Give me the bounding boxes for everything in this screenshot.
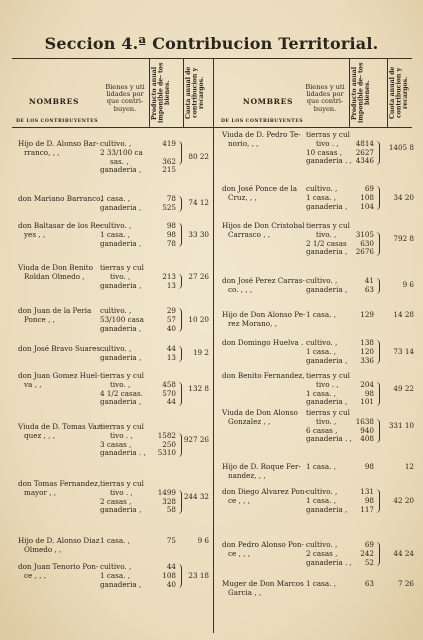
product-value: 1582: [157, 430, 176, 440]
holding-item: ganaderia ,: [306, 247, 348, 257]
holding-item: cultivo. ,: [306, 540, 338, 549]
entry-name-line: don Domingo Huelva .: [222, 338, 304, 347]
holding-item: tivo. ,: [316, 229, 337, 239]
holding-item: 2 casas ,: [306, 548, 338, 558]
product-value: 525: [162, 202, 176, 212]
column-divider: [183, 58, 184, 127]
product-value: 101: [360, 397, 374, 407]
holding-item: 2 casas ,: [100, 496, 132, 506]
entry-name-line: ce , , ,: [228, 495, 250, 505]
product-value: 138: [360, 338, 374, 347]
product-value: 336: [360, 355, 374, 365]
holding-item: tierras y cul: [306, 130, 350, 139]
product-value: 570: [162, 388, 176, 398]
entry-name-line: don José Bravo Suares .: [18, 344, 105, 353]
grouping-brace: [178, 564, 182, 588]
entry-name-line: ce , , ,: [24, 570, 46, 580]
page-title: Seccion 4.ª Contribucion Territorial.: [44, 34, 379, 53]
cuota-value: 792 8: [393, 234, 414, 244]
cuota-value: 34 20: [393, 192, 414, 202]
holding-item: cultivo. ,: [306, 184, 338, 193]
holding-item: cultivo. ,: [306, 338, 338, 347]
entry-name-line: don Baltasar de los Re-: [18, 221, 103, 230]
holding-item: 6 casas ,: [306, 425, 338, 435]
holding-item: tivo . ,: [316, 138, 339, 148]
cuota-value: 80 22: [188, 152, 209, 162]
product-value: 69: [364, 540, 374, 549]
holding-item: 1 casa. ,: [100, 194, 130, 203]
header-bienes-right: Bienes y uti lidades por que contri- buyen.: [305, 83, 345, 113]
entry-name-line: Viuda de Don Benito: [18, 263, 93, 272]
product-value: 78: [166, 194, 176, 203]
holding-item: 1 casa. ,: [306, 462, 336, 471]
product-value: 98: [166, 229, 176, 239]
entry-name-line: nandez, , ,: [228, 470, 266, 480]
header-producto-left: Producto anual imponible de- tos bienes.: [151, 62, 172, 124]
holding-item: ganaderia ,: [306, 397, 348, 407]
holding-item: ganaderia ,: [306, 201, 348, 211]
holding-item: tierras y cul: [100, 371, 144, 380]
cuota-value: 244 32: [183, 492, 209, 502]
entry-name-line: norio, , ,: [228, 138, 259, 148]
holding-item: 4 1/2 casas.: [100, 388, 143, 398]
product-value: 4346: [355, 156, 374, 166]
holding-item: ganaderia . ,: [100, 448, 146, 458]
holding-item: tierras y cul: [100, 479, 144, 488]
header-nombres-right: NOMBRES: [242, 97, 294, 106]
product-value: 40: [166, 579, 176, 589]
product-value: 2627: [355, 147, 374, 157]
grouping-brace: [376, 186, 380, 210]
grouping-brace: [178, 433, 182, 457]
product-value: 98: [364, 462, 374, 471]
grouping-brace: [376, 382, 380, 406]
product-value: 75: [166, 536, 176, 545]
product-value: 328: [162, 496, 176, 506]
grouping-brace: [178, 346, 182, 362]
product-value: 250: [162, 439, 176, 449]
entry-name-line: don Tomas Fernandez,: [18, 479, 101, 488]
holding-item: tivo . ,: [110, 487, 133, 497]
product-value: 108: [162, 570, 176, 580]
product-value: 63: [364, 579, 374, 588]
holding-item: 1 casa. ,: [100, 229, 130, 239]
product-value: 29: [166, 306, 176, 315]
product-value: 362: [162, 156, 176, 166]
product-value: 98: [364, 388, 374, 398]
header-contribuyentes-right: DE LOS CONTRIBUYENTES: [220, 119, 304, 124]
product-value: 40: [166, 323, 176, 333]
entry-name-line: Hijo de D. Roque Fer-: [222, 462, 301, 471]
product-value: 41: [364, 276, 374, 285]
holding-item: cultivo. ,: [306, 276, 338, 285]
product-value: 3105: [355, 229, 374, 239]
cuota-value: 927 26: [183, 435, 209, 445]
product-value: 1638: [355, 416, 374, 426]
column-divider: [149, 58, 150, 127]
entry-name-line: don José Perez Carras-: [222, 276, 305, 285]
grouping-brace: [376, 232, 380, 256]
product-value: 13: [166, 352, 176, 362]
product-value: 69: [364, 184, 374, 193]
holding-item: ganaderia ,: [100, 202, 142, 212]
cuota-value: 74 12: [188, 198, 209, 208]
holding-item: ganaderia ,: [100, 579, 142, 589]
holding-item: tivo . ,: [110, 430, 133, 440]
header-cuota-right: Cuota anual de contribucion y recargos.: [389, 66, 410, 120]
holding-item: cultivo. ,: [100, 344, 132, 353]
grouping-brace: [178, 274, 182, 290]
holding-item: cultivo. ,: [100, 306, 132, 315]
holding-item: 2 33/100 ca: [100, 147, 143, 157]
cuota-value: 9 6: [197, 536, 209, 545]
holding-item: 1 casa. ,: [306, 310, 336, 319]
entry-name-line: co. , , ,: [228, 284, 253, 294]
product-value: 44: [166, 344, 176, 353]
holding-item: tierras y cul: [306, 408, 350, 417]
product-value: 44: [166, 397, 176, 407]
holding-item: ganaderia ,: [100, 238, 142, 248]
product-value: 129: [360, 310, 374, 319]
product-value: 242: [360, 548, 374, 558]
holding-item: cultivo. ,: [306, 487, 338, 496]
holding-item: ganaderia ,: [306, 355, 348, 365]
entry-name-line: quez , , ,: [24, 430, 55, 440]
entry-name-line: don Juan Tenorio Pon-: [18, 562, 99, 571]
product-value: 108: [360, 192, 374, 202]
entry-name-line: Hijos de Don Cristobal: [222, 221, 305, 230]
holding-item: 1 casa. ,: [306, 346, 336, 356]
product-value: 419: [162, 139, 176, 148]
header-top-rule: [12, 58, 412, 59]
grouping-brace: [376, 278, 380, 294]
grouping-brace: [178, 382, 182, 406]
cuota-value: 14 28: [393, 310, 414, 319]
product-value: 52: [364, 557, 374, 567]
cuota-value: 42 20: [393, 495, 414, 505]
entry-name-line: Hijo de D. Alonso Diaz: [18, 536, 100, 545]
holding-item: 10 casas ,: [306, 147, 342, 157]
product-value: 13: [166, 280, 176, 290]
cuota-value: 49 22: [393, 384, 414, 394]
holding-item: ganaderia ,: [100, 352, 142, 362]
product-value: 131: [360, 487, 374, 496]
holding-item: 53/100 casa: [100, 314, 144, 324]
product-value: 57: [166, 314, 176, 324]
holding-item: 2 1/2 casas: [306, 238, 347, 248]
grouping-brace: [376, 542, 380, 566]
holding-item: 3 casas ,: [100, 439, 132, 449]
product-value: 58: [166, 505, 176, 515]
holding-item: tierras y cul: [100, 263, 144, 272]
entry-name-line: Cruz, , ,: [228, 192, 257, 202]
product-value: 4814: [355, 138, 374, 148]
product-value: 98: [166, 221, 176, 230]
holding-item: cultivo. ,: [100, 139, 132, 148]
entry-name-line: ce , , ,: [228, 548, 250, 558]
holding-item: ganaderia . ,: [306, 156, 352, 166]
holding-item: tivo. ,: [110, 379, 131, 389]
product-value: 98: [364, 495, 374, 505]
entry-name-line: Ponce , ,: [24, 314, 55, 324]
holding-item: ganaderia ,: [100, 165, 142, 175]
cuota-value: 19 2: [192, 348, 209, 358]
entry-name-line: Olmedo , ,: [24, 544, 62, 554]
entry-name-line: don José Ponce de la: [222, 184, 298, 193]
column-divider: [349, 58, 350, 127]
holding-item: tivo . ,: [316, 379, 339, 389]
holding-item: ganaderia ,: [306, 504, 348, 514]
header-contribuyentes-left: DE LOS CONTRIBUYENTES: [15, 119, 99, 124]
holding-item: ganaderia ,: [100, 323, 142, 333]
entry-name-line: Muger de Don Marcos: [222, 579, 304, 588]
entry-name-line: Hijo de D. Alonso Bar-: [18, 139, 99, 148]
header-bottom-rule: [12, 127, 412, 128]
holding-item: tierras y cul: [306, 371, 350, 380]
product-value: 630: [360, 238, 374, 248]
holding-item: sas. ,: [110, 156, 129, 166]
cuota-value: 1405 8: [388, 143, 414, 153]
grouping-brace: [178, 196, 182, 212]
column-divider-center: [213, 58, 214, 633]
product-value: 408: [360, 434, 374, 444]
product-value: 44: [166, 562, 176, 571]
holding-item: ganaderia ,: [306, 284, 348, 294]
entry-name-line: Viuda de D. Tomas Vaz-: [18, 422, 104, 431]
holding-item: ganaderia ,: [100, 505, 142, 515]
holding-item: 1 casa. ,: [100, 570, 130, 580]
product-value: 117: [360, 504, 374, 514]
product-value: 2676: [355, 247, 374, 257]
product-value: 213: [162, 271, 176, 281]
grouping-brace: [178, 308, 182, 332]
product-value: 5310: [157, 448, 176, 458]
product-value: 458: [162, 379, 176, 389]
product-value: 120: [360, 346, 374, 356]
grouping-brace: [178, 490, 182, 514]
holding-item: 1 casa. ,: [306, 579, 336, 588]
cuota-value: 44 24: [393, 548, 414, 558]
header-nombres-left: NOMBRES: [28, 97, 80, 106]
entry-name-line: rranco, , ,: [24, 147, 60, 157]
product-value: 78: [166, 238, 176, 248]
entry-name-line: Roldan Olmedo ,: [24, 271, 85, 281]
holding-item: tivo. ,: [316, 416, 337, 426]
header-producto-right: Producto anual imponible de- tos bienes.: [351, 62, 372, 124]
entry-name-line: yes , ,: [24, 229, 46, 239]
entry-name-line: don Juan de la Peria: [18, 306, 92, 315]
holding-item: ganaderia . ,: [306, 557, 352, 567]
grouping-brace: [376, 340, 380, 364]
column-divider: [387, 58, 388, 127]
grouping-brace: [178, 223, 182, 247]
holding-item: ganaderia ,: [100, 280, 142, 290]
entry-name-line: Hijo de Don Alonso Pe-: [222, 310, 306, 319]
entry-name-line: don Pedro Alonso Pon-: [222, 540, 304, 549]
entry-name-line: va , ,: [24, 379, 42, 389]
product-value: 63: [364, 284, 374, 294]
entry-name-line: mayor , ,: [24, 487, 57, 497]
entry-name-line: Carrasco , ,: [228, 229, 271, 239]
holding-item: 1 casa. ,: [100, 536, 130, 545]
holding-item: tierras y cul: [100, 422, 144, 431]
product-value: 215: [162, 165, 176, 175]
entry-name-line: rez Morano, ,: [228, 318, 277, 328]
product-value: 940: [360, 425, 374, 435]
cuota-value: 132 8: [188, 384, 209, 394]
holding-item: 1 casa. ,: [306, 495, 336, 505]
entry-name-line: don Diego Alvarez Pon-: [222, 487, 307, 496]
holding-item: cultivo. ,: [100, 221, 132, 230]
holding-item: tierras y cul: [306, 221, 350, 230]
holding-item: ganaderia . ,: [306, 434, 352, 444]
entry-name-line: don Mariano Barranco,: [18, 194, 103, 203]
header-cuota-left: Cuota anual de contribucion y recargos.: [185, 66, 206, 120]
entry-name-line: Viuda de Don Alonso: [222, 408, 298, 417]
grouping-brace: [178, 141, 182, 165]
holding-item: tivo. ,: [110, 271, 131, 281]
cuota-value: 9 6: [402, 280, 414, 290]
grouping-brace: [376, 489, 380, 513]
cuota-value: 7 26: [397, 579, 414, 588]
entry-name-line: don Benito Fernandez,: [222, 371, 305, 380]
grouping-brace: [376, 141, 380, 165]
cuota-value: 331 10: [388, 421, 414, 431]
entry-name-line: Gonzalez , ,: [228, 416, 271, 426]
cuota-value: 23 18: [188, 570, 209, 580]
product-value: 204: [360, 379, 374, 389]
cuota-value: 12: [404, 462, 414, 471]
grouping-brace: [376, 419, 380, 443]
product-value: 1499: [157, 487, 176, 497]
cuota-value: 10 20: [188, 314, 209, 324]
cuota-value: 73 14: [393, 346, 414, 356]
entry-name-line: don Juan Gomez Huel-: [18, 371, 100, 380]
holding-item: 1 casa. ,: [306, 388, 336, 398]
holding-item: 1 casa. ,: [306, 192, 336, 202]
product-value: 104: [360, 201, 374, 211]
holding-item: ganaderia ,: [100, 397, 142, 407]
header-bienes-left: Bienes y uti lidades por que contri- buyen.: [105, 83, 145, 113]
cuota-value: 33 30: [188, 229, 209, 239]
cuota-value: 27 26: [188, 271, 209, 281]
holding-item: cultivo. ,: [100, 562, 132, 571]
entry-name-line: Garcia , ,: [228, 587, 262, 597]
entry-name-line: Viuda de D. Pedro Te-: [222, 130, 301, 139]
